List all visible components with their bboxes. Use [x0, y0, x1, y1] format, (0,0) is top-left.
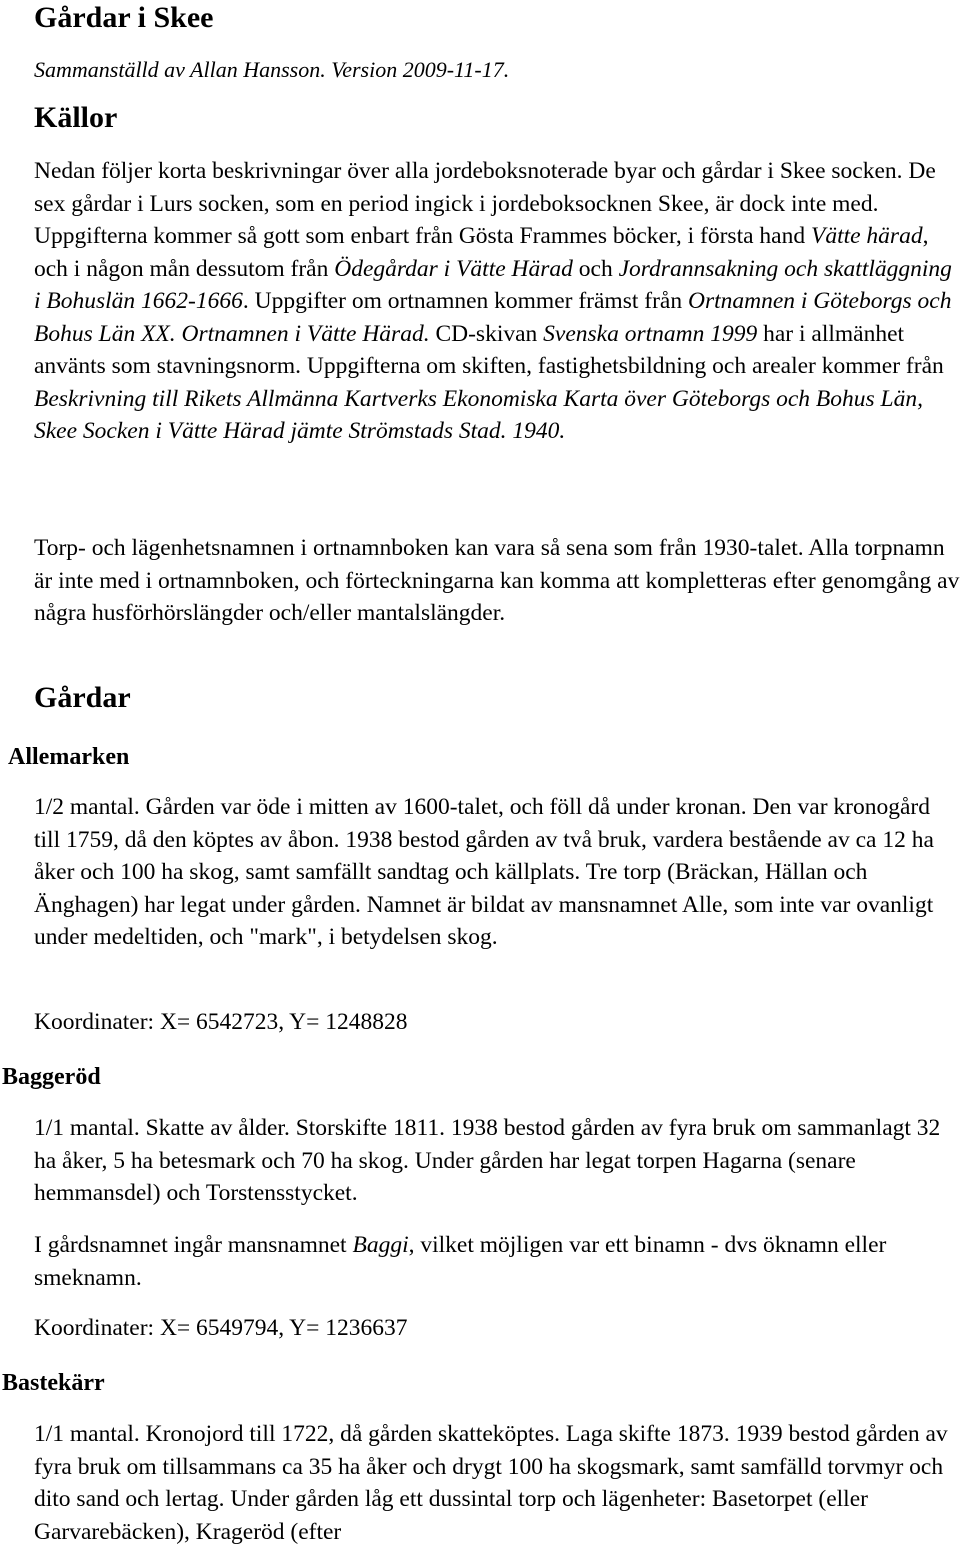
personal-name: Baggi — [352, 1232, 409, 1258]
document-title: Gårdar i Skee — [34, 1, 214, 34]
book-title: Jordrannsakning och skattläggning i Bohuslän 1662-1666 — [34, 255, 952, 314]
text-run: . Uppgifter om ortnamnen kommer främst från — [242, 288, 688, 314]
heading-gardar: Gårdar — [34, 681, 131, 714]
farm-coordinates-allemarken: Koordinater: X= 6542723, Y= 1248828 — [34, 1009, 408, 1035]
book-title: Ortnamnen i Göteborgs och Bohus Län XX. Ortnamnen i Vätte Härad. — [34, 288, 952, 347]
kallor-paragraph-sources — [34, 155, 960, 448]
farm-description-bastekarr: 1/1 mantal. Kronojord till 1722, då gården skatteköptes. Laga skifte 1873. 1939 bestod gården av fyra bruk om tillsammans ca 35 ha åker och drygt 100 ha skogsmark, samt samfälld torvmyr och dito sand och lertag. Under gården låg ett dussintal torp och lägenheter: Basetorpet (eller Garvarebäcken), Krageröd (efter — [34, 1421, 948, 1545]
farm-coordinates-baggerod: Koordinater: X= 6549794, Y= 1236637 — [34, 1315, 408, 1341]
text-run: , vilket möjligen var ett binamn - dvs öknamn eller smeknamn. — [34, 1232, 887, 1291]
text-run: , och i någon mån dessutom från — [34, 223, 929, 282]
book-title: Svenska ortnamn 1999 — [543, 320, 758, 347]
farm-heading-allemarken: Allemarken — [8, 744, 130, 770]
text-run: I gårdsnamnet ingår mansnamnet — [34, 1232, 353, 1258]
farm-description-baggerod: 1/1 mantal. Skatte av ålder. Storskifte 1811. 1938 bestod gården av fyra bruk om sammanlagt 32 ha åker, 5 ha betesmark och 70 ha skog. Under gården har legat torpen Hagarna (senare hemmansdel) och Torstensstycket. — [34, 1115, 941, 1206]
document-subtitle: Sammanställd av Allan Hansson. Version 2009-11-17. — [34, 57, 510, 82]
text-run: Nedan följer korta beskrivningar över alla jordeboksnoterade byar och gårdar i Skee socken. De sex gårdar i Lurs socken, som en period ingick i jordeboksocknen Skee, är dock inte med. Uppgifterna kommer så gott som enbart från Gösta Frammes böcker, i första hand — [34, 158, 936, 249]
text-run: CD-skivan — [429, 320, 544, 347]
text-run: har i allmänhet använts som stavningsnorm. Uppgifterna om skiften, fastighetsbildning och arealer kommer från — [34, 320, 944, 379]
book-title: Vätte härad — [810, 223, 923, 249]
farm-description-allemarken: 1/2 mantal. Gården var öde i mitten av 1600-talet, och föll då under kronan. Den var kronogård till 1759, då den köptes av åbon. 1938 bestod gården av två bruk, vardera bestående av ca 12 ha åker och 100 ha skog, samt samfällt sandtag och källplats. Tre torp (Bräckan, Hällan och Änghagen) har legat under gården. Namnet är bildat av mansnamnet Alle, som inte var ovanligt under medeltiden, och "mark", i betydelsen skog. — [34, 794, 934, 950]
heading-kallor: Källor — [34, 101, 118, 134]
farm-name-note-baggerod — [34, 1229, 960, 1294]
book-title: Beskrivning till Rikets Allmänna Kartverks Ekonomiska Karta över Göteborgs och Bohus Län, Skee Socken i Vätte Härad jämte Strömstads Stad. 1940. — [34, 385, 923, 444]
text-run: och — [572, 255, 619, 282]
kallor-paragraph-torp: Torp- och lägenhetsnamnen i ortnamnboken kan vara så sena som från 1930-talet. Alla torpnamn är inte med i ortnamnboken, och förteckningarna kan komma att kompletteras efter genomgång av några husförhörslängder och/eller mantalslängder. — [34, 535, 960, 626]
book-title: Ödegårdar i Vätte Härad — [334, 255, 573, 282]
farm-heading-baggerod: Baggeröd — [2, 1064, 101, 1090]
farm-heading-bastekarr: Bastekärr — [2, 1370, 105, 1396]
